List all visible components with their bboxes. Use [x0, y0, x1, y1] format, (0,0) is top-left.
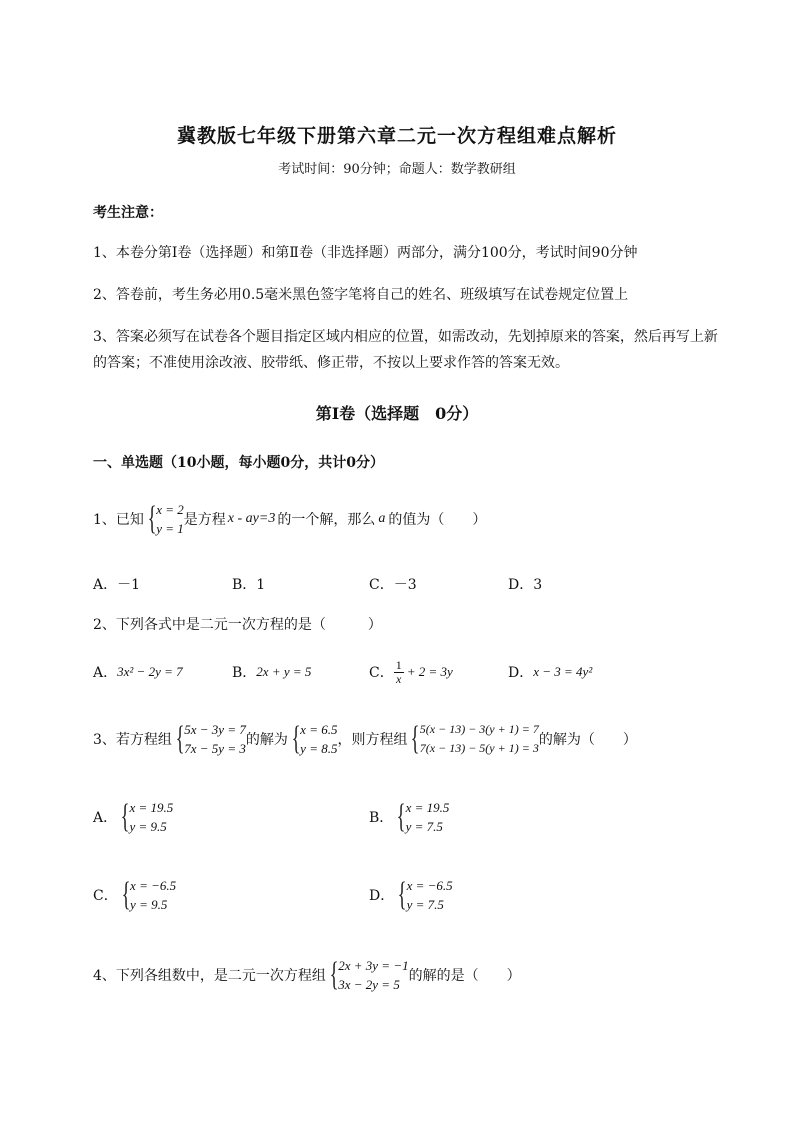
- option-label: A．: [93, 810, 118, 826]
- question-4: [93, 956, 521, 994]
- part-heading: 一、单选题（10小题，每小题0分，共计0分）: [93, 455, 384, 471]
- option-label: B．: [369, 810, 394, 826]
- q2-option-c[interactable]: [369, 656, 453, 688]
- q3-mid-1: 的解为: [245, 732, 288, 748]
- option-expr: + 2 = 3y: [406, 664, 453, 679]
- q3-option-b[interactable]: [369, 798, 449, 836]
- q1-system: [144, 500, 184, 538]
- q3-prefix: 3、若方程组: [93, 732, 172, 748]
- q4-prefix: 4、下列各组数中，是二元一次方程组: [93, 968, 326, 984]
- sys-line: x = 19.5: [129, 800, 174, 815]
- brace-icon: {: [396, 798, 406, 835]
- sys-line: x = 6.5: [300, 722, 338, 737]
- q3-system-2: [407, 720, 538, 758]
- sys-line: 3x − 2y = 5: [338, 977, 400, 992]
- q1-option-c[interactable]: C．－3: [369, 577, 417, 593]
- q1-sys-line-1: x = 2: [156, 502, 184, 517]
- brace-icon: {: [291, 720, 301, 757]
- q1-equation: x - ay=3: [227, 511, 276, 526]
- sys-line: y = 9.5: [129, 819, 167, 834]
- option-expr: 3x² − 2y = 7: [117, 664, 183, 679]
- option-label: C．: [93, 888, 118, 904]
- q3-system-1: [172, 720, 246, 758]
- option-expr: 2x + y = 5: [256, 664, 312, 679]
- question-1: [93, 500, 486, 538]
- q2-option-a[interactable]: [93, 656, 183, 688]
- question-3: [93, 720, 637, 758]
- sys-line: 7x − 5y = 3: [184, 741, 246, 756]
- q1-option-a[interactable]: A．－1: [93, 577, 141, 593]
- brace-icon: {: [175, 720, 185, 757]
- q1-suffix: 的值为（ ）: [388, 512, 487, 528]
- notice-item-3-line1: 3、答案必须写在试卷各个题目指定区域内相应的位置，如需改动，先划掉原来的答案，然后再写上新: [93, 329, 718, 345]
- q1-option-d[interactable]: D．3: [508, 577, 543, 593]
- option-label: B．: [232, 665, 257, 681]
- q2-option-d[interactable]: [508, 656, 592, 688]
- sys-line: x = 19.5: [405, 800, 450, 815]
- sys-line: 7(x − 13) − 5(y + 1) = 3: [419, 741, 539, 755]
- q2-option-b[interactable]: [232, 656, 311, 688]
- fraction-denominator: x: [396, 671, 402, 686]
- brace-icon: {: [397, 876, 407, 913]
- brace-icon: {: [329, 956, 339, 993]
- sys-line: 5x − 3y = 7: [184, 722, 246, 737]
- brace-icon: {: [121, 876, 131, 913]
- sys-line: 2x + 3y = −1: [338, 958, 409, 973]
- q1-prefix: 1、已知: [93, 512, 144, 528]
- q3-option-a[interactable]: [93, 798, 173, 836]
- brace-icon: {: [120, 798, 130, 835]
- fraction: [394, 659, 404, 686]
- notice-item-2: 2、答卷前，考生务必用0.5毫米黑色签字笔将自己的姓名、班级填写在试卷规定位置上: [93, 287, 629, 303]
- sys-line: y = 7.5: [405, 819, 443, 834]
- q4-suffix: 的解的是（ ）: [408, 968, 521, 984]
- q1-sys-line-2: y = 1: [156, 521, 184, 536]
- notice-item-1: 1、本卷分第Ⅰ卷（选择题）和第Ⅱ卷（非选择题）两部分，满分100分，考试时间90分钟: [93, 245, 638, 261]
- option-label: D．: [508, 665, 534, 681]
- option-label: A．: [93, 665, 118, 681]
- sys-line: y = 7.5: [406, 897, 444, 912]
- exam-info: 考试时间：90分钟；命题人：数学教研组: [278, 162, 516, 177]
- brace-icon: {: [411, 720, 421, 757]
- brace-icon: {: [147, 500, 157, 537]
- q1-mid: 是方程: [183, 512, 226, 528]
- q1-option-b[interactable]: B．1: [232, 577, 266, 593]
- question-2: 2、下列各式中是二元一次方程的是（ ）: [93, 617, 382, 633]
- q3-mid-2: ，则方程组: [337, 732, 408, 748]
- sys-line: 5(x − 13) − 3(y + 1) = 7: [419, 722, 539, 736]
- q4-system: [326, 956, 409, 994]
- option-label: D．: [369, 888, 395, 904]
- q3-suffix: 的解为（ ）: [538, 732, 637, 748]
- q3-option-c[interactable]: [93, 876, 176, 914]
- notice-heading: 考生注意：: [93, 205, 163, 221]
- sys-line: y = 9.5: [130, 897, 168, 912]
- option-expr: x − 3 = 4y²: [533, 664, 593, 679]
- section-title: 第Ⅰ卷（选择题 0分）: [315, 404, 479, 423]
- q1-var: a: [378, 511, 386, 526]
- page-title: 冀教版七年级下册第六章二元一次方程组难点解析: [176, 125, 617, 147]
- sys-line: x = −6.5: [406, 878, 453, 893]
- q3-option-d[interactable]: [369, 876, 453, 914]
- notice-item-3-line2: 的答案；不准使用涂改液、胶带纸、修正带，不按以上要求作答的答案无效。: [93, 355, 569, 371]
- sys-line: x = −6.5: [130, 878, 177, 893]
- q3-solution: [288, 720, 338, 758]
- option-label: C．: [369, 665, 394, 681]
- sys-line: y = 8.5: [300, 741, 338, 756]
- q1-rest: 的一个解，那么: [277, 512, 376, 528]
- fraction-numerator: 1: [395, 657, 402, 672]
